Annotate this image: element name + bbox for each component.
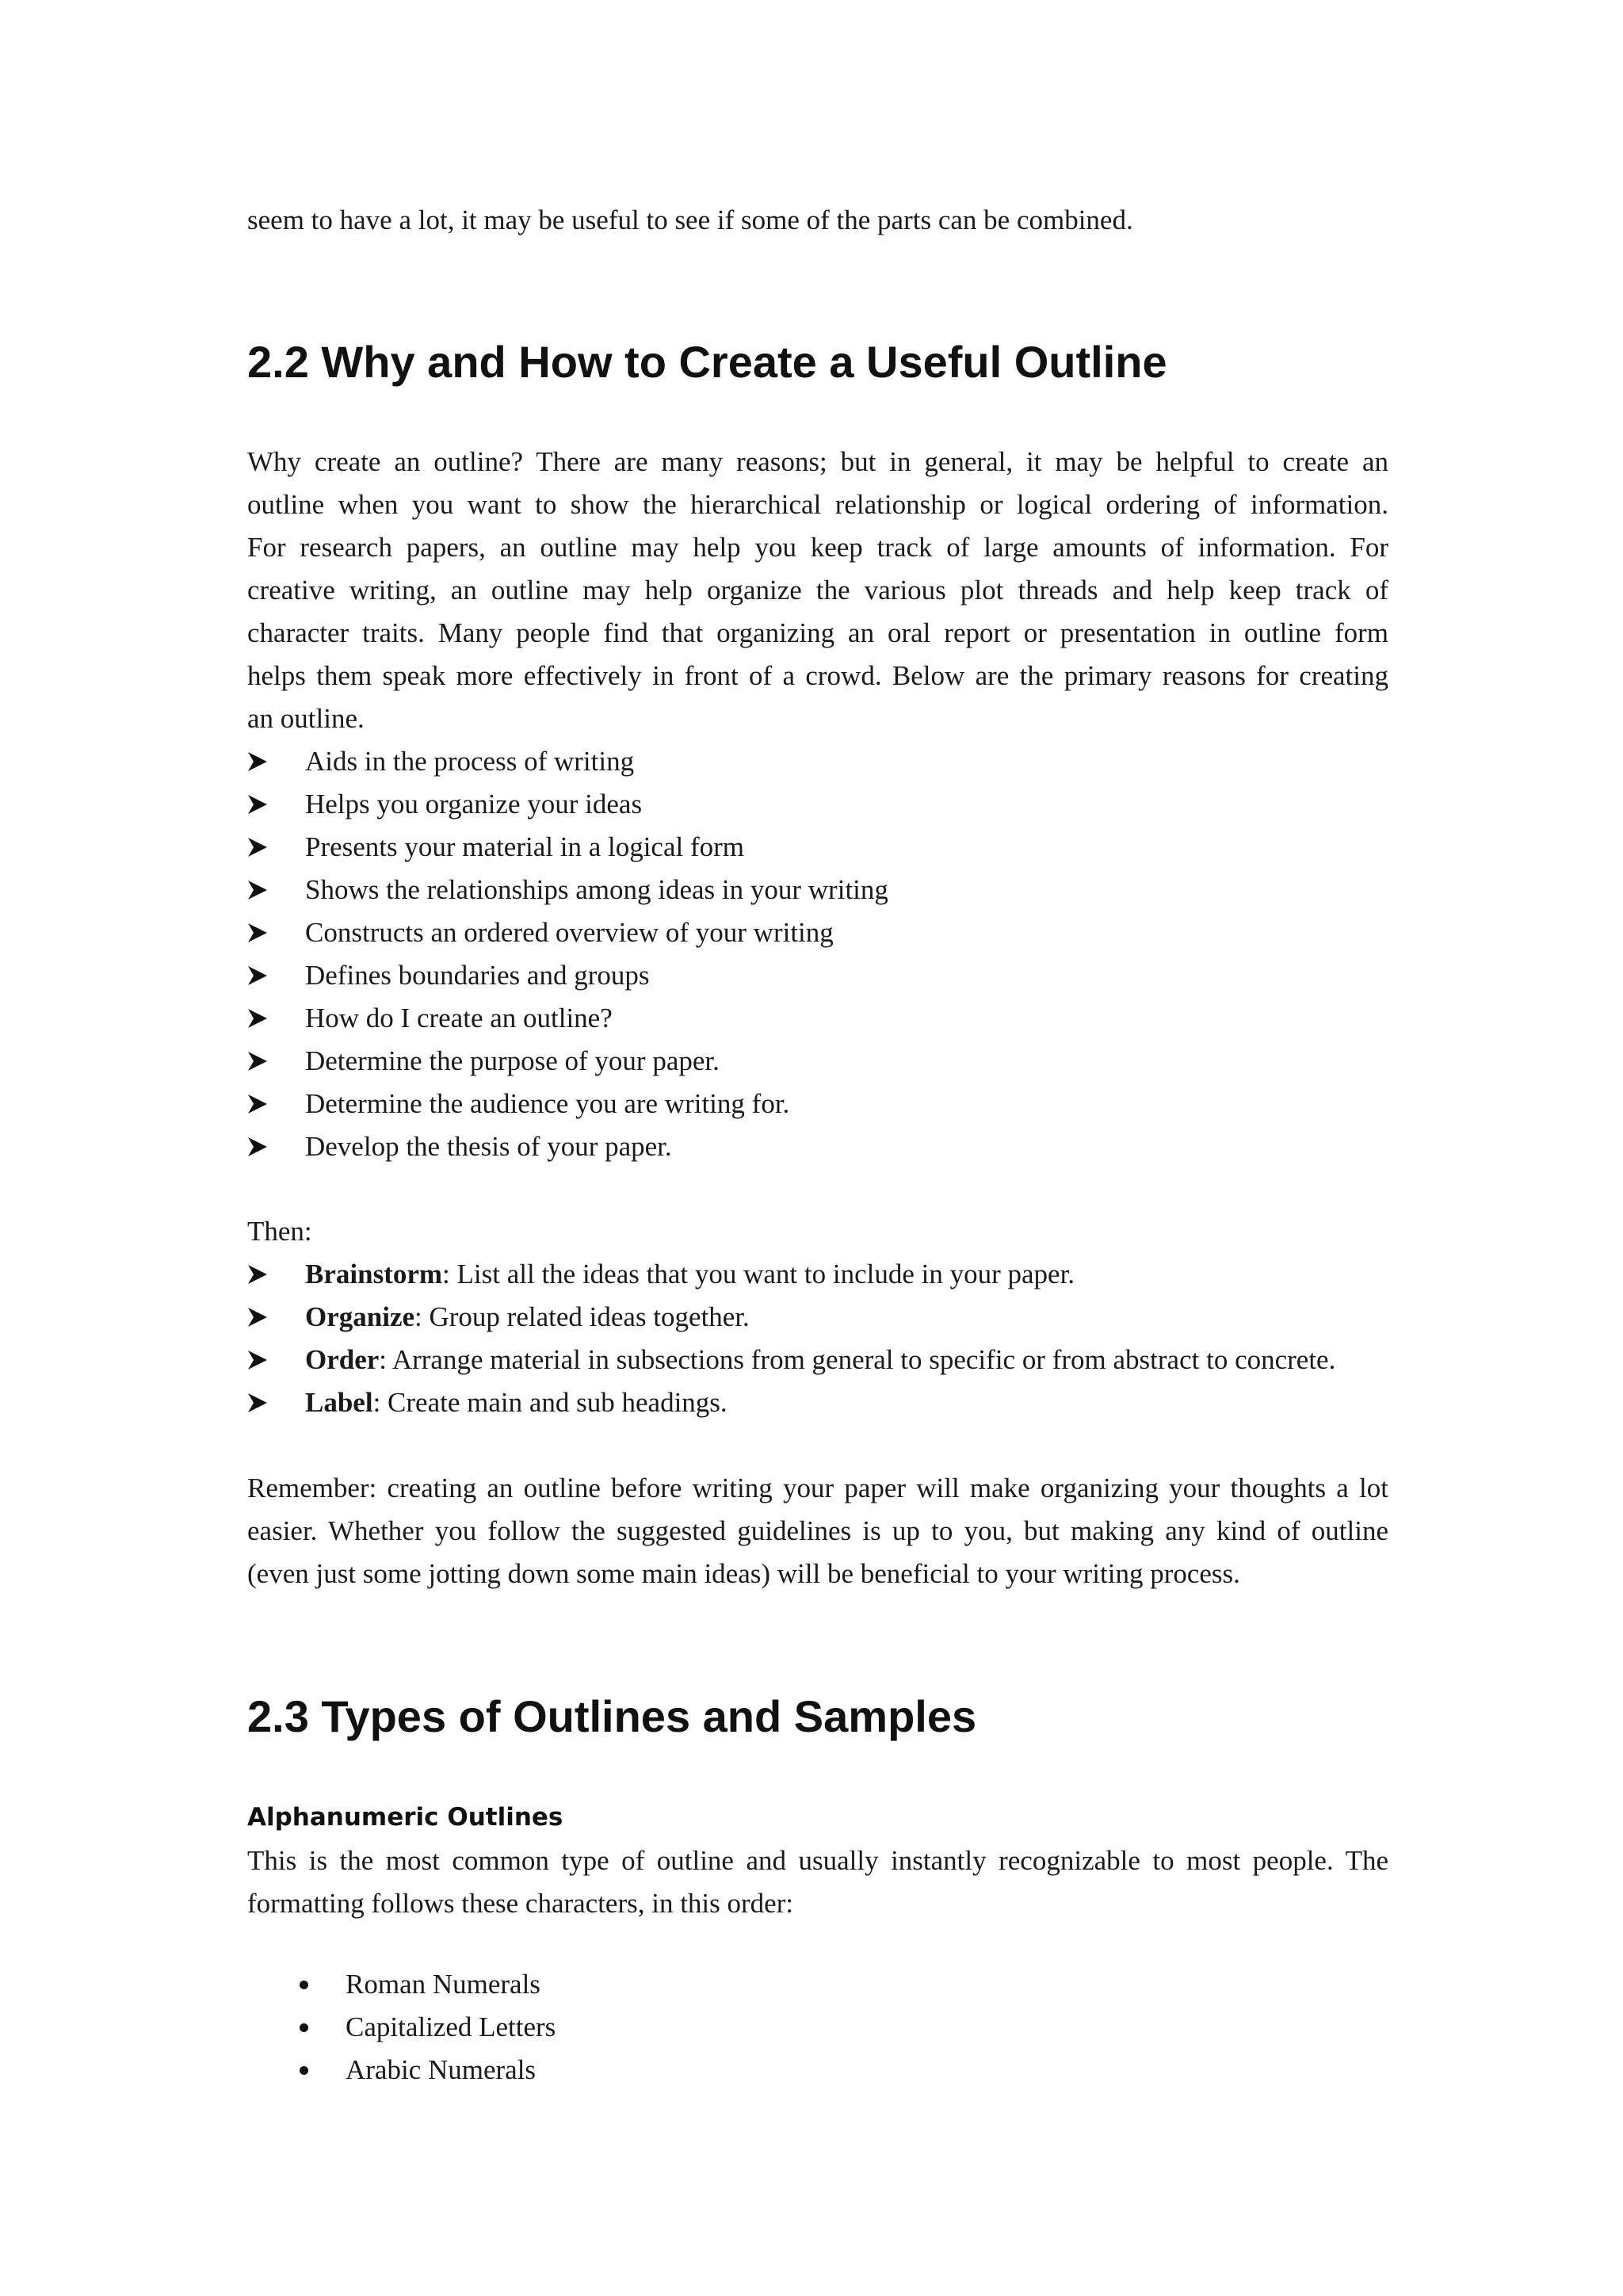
- list-item: [247, 1125, 1388, 1168]
- paragraph-line: Remember: creating an outline before writing your paper will make organizing your thoughts a lot: [247, 1473, 1388, 1503]
- round-bullet-icon: [300, 2066, 308, 2075]
- arrowhead-bullet-icon: [247, 1008, 268, 1029]
- list-item: [247, 1381, 1388, 1424]
- list-item-text: Capitalized Letters: [346, 2011, 556, 2042]
- step-text: : Arrange material in subsections from general to specific or from abstract to concrete.: [379, 1344, 1336, 1375]
- round-bullet-icon: [300, 1981, 308, 1989]
- step-text: : Group related ideas together.: [414, 1301, 750, 1332]
- list-item-text: Roman Numerals: [346, 1969, 540, 2000]
- intro-paragraph: [247, 199, 1388, 242]
- arrowhead-bullet-icon: [247, 794, 268, 815]
- list-item-text: Develop the thesis of your paper.: [305, 1131, 672, 1162]
- arrowhead-bullet-icon: [247, 751, 268, 772]
- arrowhead-bullet-icon: [247, 1307, 268, 1328]
- list-item-text: Constructs an ordered overview of your writing: [305, 917, 834, 948]
- paragraph-line: Why create an outline? There are many reasons; but in general, it may be helpful to create an: [247, 446, 1388, 477]
- alphanumeric-outlines-subheading: Alphanumeric Outlines: [247, 1803, 563, 1832]
- paragraph-line: (even just some jotting down some main ideas) will be beneficial to your writing process.: [247, 1558, 1240, 1589]
- list-item-text: Determine the audience you are writing for.: [305, 1088, 790, 1119]
- arrowhead-bullet-icon: [247, 1094, 268, 1114]
- characters-list: [247, 1963, 1388, 2092]
- paragraph-line: This is the most common type of outline and usually instantly recognizable to most people. The: [247, 1845, 1388, 1876]
- arrowhead-bullet-icon: [247, 1137, 268, 1157]
- paragraph-line: easier. Whether you follow the suggested guidelines is up to you, but making any kind of outline: [247, 1515, 1388, 1546]
- list-item-text: Shows the relationships among ideas in your writing: [305, 874, 888, 905]
- list-item: [247, 1963, 1388, 2006]
- characters-list-block: [247, 1963, 1388, 2092]
- paragraph-line: outline when you want to show the hierarchical relationship or logical ordering of information.: [247, 489, 1388, 520]
- list-item: [247, 911, 1388, 954]
- reasons-list-block: [247, 740, 1388, 1168]
- list-item: [247, 783, 1388, 826]
- then-label: Then:: [247, 1216, 312, 1247]
- list-item: [247, 1083, 1388, 1125]
- step-text: : Create main and sub headings.: [372, 1387, 727, 1418]
- list-item: [247, 1253, 1388, 1296]
- paragraph-line: helps them speak more effectively in front of a crowd. Below are the primary reasons for creating: [247, 660, 1388, 691]
- list-item-text: Determine the purpose of your paper.: [305, 1045, 720, 1076]
- steps-list: [247, 1253, 1388, 1424]
- arrowhead-bullet-icon: [247, 1350, 268, 1370]
- intro-line: seem to have a lot, it may be useful to see if some of the parts can be combined.: [247, 204, 1133, 235]
- arrowhead-bullet-icon: [247, 1392, 268, 1413]
- list-item-text: Aids in the process of writing: [305, 746, 635, 777]
- list-item: [247, 1339, 1388, 1381]
- paragraph-line: For research papers, an outline may help you keep track of large amounts of information. For: [247, 532, 1388, 563]
- arrowhead-bullet-icon: [247, 1051, 268, 1072]
- paragraph-line: formatting follows these characters, in this order:: [247, 1888, 794, 1919]
- remember-paragraph: [247, 1467, 1388, 1595]
- arrowhead-bullet-icon: [247, 965, 268, 986]
- paragraph-line: creative writing, an outline may help organize the various plot threads and help keep track of: [247, 575, 1388, 606]
- alphanumeric-paragraph: [247, 1839, 1388, 1925]
- step-term: Order: [305, 1344, 380, 1375]
- step-term: Label: [305, 1387, 373, 1418]
- step-text: : List all the ideas that you want to include in your paper.: [442, 1259, 1075, 1289]
- list-item-text: Helps you organize your ideas: [305, 789, 643, 819]
- list-item: [247, 740, 1388, 783]
- list-item-text: Defines boundaries and groups: [305, 960, 650, 991]
- list-item: [247, 1040, 1388, 1083]
- then-label-block: [247, 1210, 1388, 1253]
- arrowhead-bullet-icon: [247, 1264, 268, 1285]
- list-item-text: How do I create an outline?: [305, 1003, 613, 1033]
- section-2-3-heading: 2.3 Types of Outlines and Samples: [247, 1691, 977, 1741]
- list-item: [247, 997, 1388, 1040]
- reasons-list: [247, 740, 1388, 1168]
- list-item-text: Arabic Numerals: [346, 2054, 537, 2085]
- arrowhead-bullet-icon: [247, 923, 268, 943]
- list-item: [247, 2006, 1388, 2049]
- list-item: [247, 2049, 1388, 2092]
- step-term: Brainstorm: [305, 1259, 443, 1289]
- list-item: [247, 954, 1388, 997]
- list-item: [247, 826, 1388, 869]
- round-bullet-icon: [300, 2023, 308, 2032]
- document-page: [247, 0, 1388, 2296]
- section-2-2-heading: 2.2 Why and How to Create a Useful Outline: [247, 337, 1167, 387]
- paragraph-line: character traits. Many people find that organizing an oral report or presentation in outline form: [247, 617, 1388, 648]
- step-term: Organize: [305, 1301, 415, 1332]
- arrowhead-bullet-icon: [247, 880, 268, 900]
- list-item: [247, 869, 1388, 911]
- list-item: [247, 1296, 1388, 1339]
- why-outline-paragraph: [247, 441, 1388, 740]
- list-item-text: Presents your material in a logical form: [305, 831, 745, 862]
- steps-list-block: [247, 1253, 1388, 1424]
- arrowhead-bullet-icon: [247, 837, 268, 858]
- paragraph-line: an outline.: [247, 703, 365, 734]
